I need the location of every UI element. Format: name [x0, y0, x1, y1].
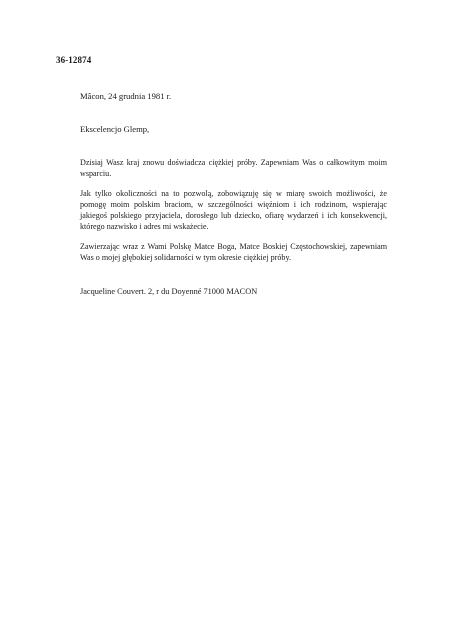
letter-salutation: Ekscelencjo Glemp,: [80, 124, 150, 134]
body-paragraph: Zawierzając wraz z Wami Polskę Matce Boga, Matce Boskiej Częstochowskiej, zapewniam Was o mojej głębokiej solidarności w tym okresie ciężkiej próby.: [80, 242, 387, 262]
letter-body: [80, 157, 387, 272]
body-paragraph: Dzisiaj Wasz kraj znowu doświadcza ciężkiej próby. Zapewniam Was o całkowitym moim wsparciu.: [80, 158, 387, 178]
body-paragraph: Jak tylko okoliczności na to pozwolą, zobowiązuję się w miarę swoich możliwości, że pomogę moim polskim braciom, w szczególności więźniom i ich rodzinom, wspierając jakiegoś polskiego przyjaciela, dorosłego lub dziecko, ofiarę wydarzeń i ich konsekwencji, którego nazwisko i adres mi wskażecie.: [80, 189, 387, 231]
document-id: 36-12874: [56, 55, 92, 65]
letter-date: Mâcon, 24 grudnia 1981 r.: [80, 91, 172, 101]
letter-signature: Jacqueline Couvert. 2, r du Doyenné 71000 MACON: [80, 287, 258, 296]
